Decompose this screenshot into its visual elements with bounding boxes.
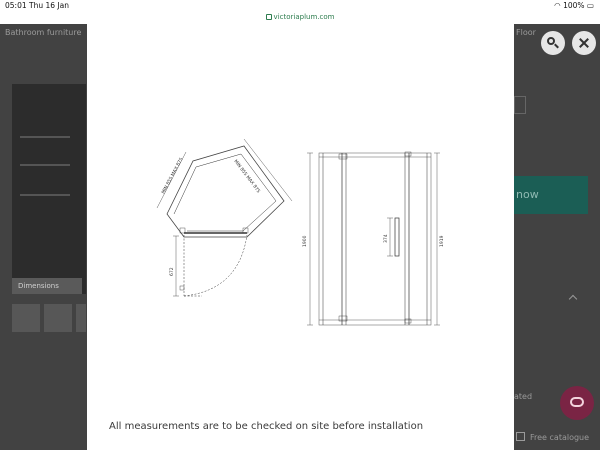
buy-now-button: now	[514, 176, 588, 214]
label-672: 672	[170, 267, 175, 276]
wifi-icon: ◠	[554, 1, 561, 10]
free-catalogue-link	[516, 432, 589, 442]
label-1900: 1900	[303, 235, 308, 247]
dimensions-modal	[87, 24, 514, 450]
quantity-box	[514, 96, 526, 114]
status-time: 05:01	[5, 1, 27, 10]
elevation-view	[307, 152, 440, 325]
nav-item-floor: Floor	[516, 28, 536, 37]
catalogue-icon	[516, 432, 525, 441]
thumbnail	[12, 304, 40, 332]
lock-icon	[266, 14, 272, 20]
elevation-outline	[319, 153, 431, 325]
door-swing-arc	[184, 235, 247, 296]
thumbnail	[44, 304, 72, 332]
url-text: victoriaplum.com	[273, 13, 335, 21]
label-min-max-right: MIN 855 MAX 875	[232, 159, 261, 195]
zoom-search-button[interactable]	[541, 31, 565, 55]
label-min-max-left: MIN 855 MAX 875	[161, 157, 185, 195]
plan-inner-frame	[174, 154, 276, 231]
measurement-note: All measurements are to be checked on site before installation	[109, 421, 424, 432]
status-right	[554, 1, 594, 10]
catalogue-label: Free catalogue	[530, 433, 590, 442]
door-handle	[395, 218, 399, 256]
product-image	[12, 84, 86, 294]
chevron-up-icon	[569, 295, 577, 303]
technical-drawing	[87, 24, 514, 450]
background-text: ated	[514, 392, 533, 401]
thumbnail	[76, 304, 86, 332]
chat-icon[interactable]	[560, 386, 594, 420]
dimension-line-right-edge	[244, 139, 292, 201]
nav-item-bathroom-furniture: Bathroom furniture	[5, 28, 82, 37]
dimensions-tab: Dimensions	[12, 278, 82, 294]
label-1919: 1919	[440, 235, 445, 247]
battery-percent: 100%	[563, 1, 585, 10]
battery-icon: ▭	[586, 1, 594, 10]
status-bar	[0, 0, 600, 12]
close-button[interactable]	[572, 31, 596, 55]
status-date: Thu 16 Jan	[29, 1, 69, 10]
address-bar[interactable]	[0, 12, 600, 24]
label-374: 374	[384, 234, 389, 243]
